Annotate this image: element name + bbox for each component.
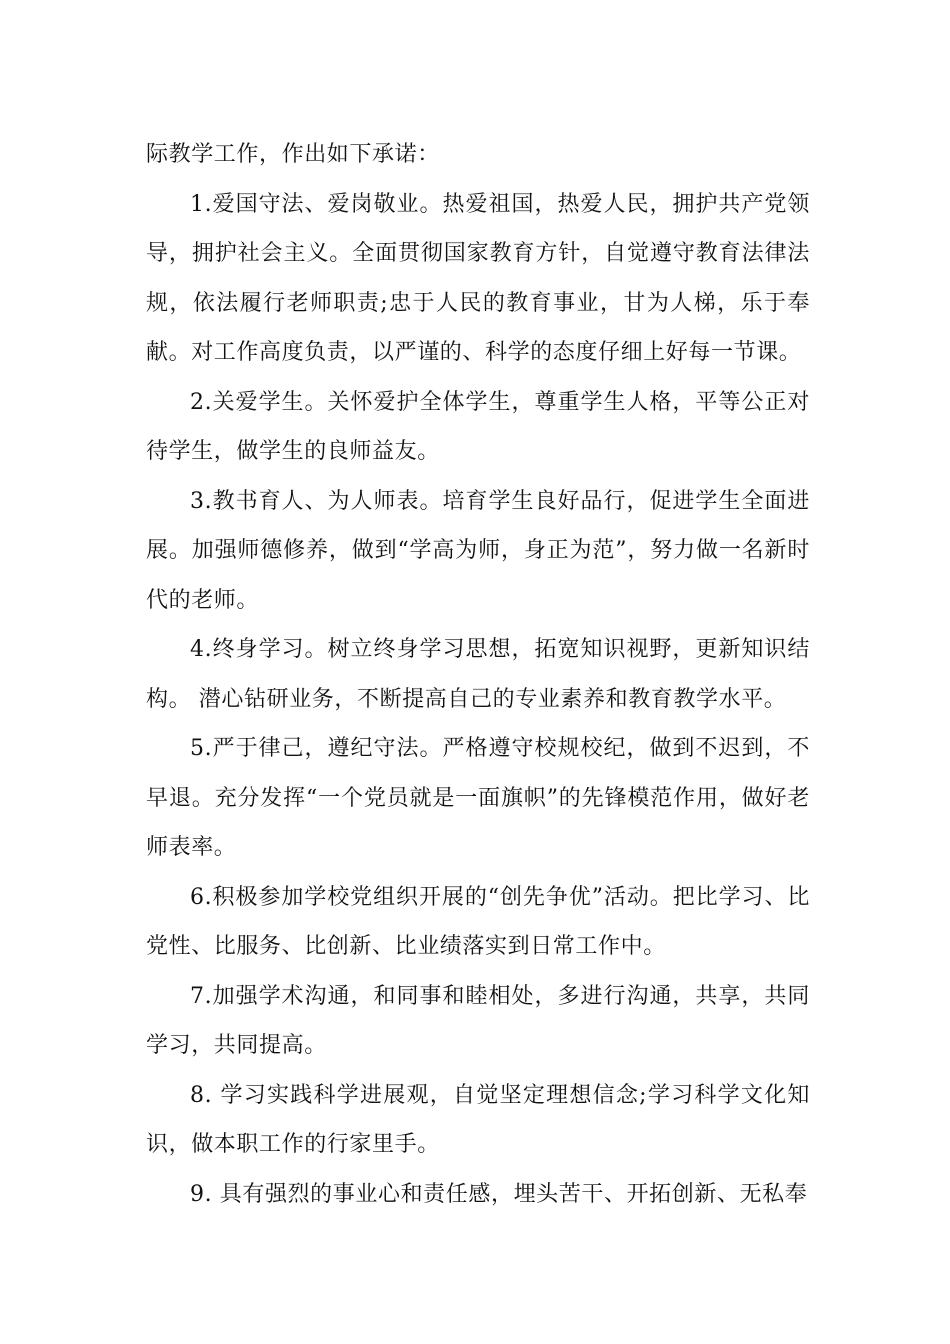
commitment-item-6: 6.积极参加学校党组织开展的“创先争优”活动。把比学习、比党性、比服务、比创新、比业绩落实到日常工作中。 [146,884,810,959]
paragraph-intro-continued: 际教学工作，作出如下承诺： [146,142,440,167]
commitment-item-3: 3.教书育人、为人师表。培育学生良好品行，促进学生全面进展。加强师德修养，做到“学高为师，身正为范”，努力做一名新时代的老师。 [146,488,810,613]
document-body [146,130,810,1219]
commitment-item-7: 7.加强学术沟通，和同事和睦相处，多进行沟通，共享，共同学习，共同提高。 [146,983,810,1058]
commitment-item-9: 9. 具有强烈的事业心和责任感，埋头苦干、开拓创新、无私奉 [190,1181,808,1207]
commitment-item-1: 1.爱国守法、爱岗敬业。热爱祖国，热爱人民，拥护共产党领导，拥护社会主义。全面贯彻国家教育方针，自觉遵守教育法律法规，依法履行老师职责;忠于人民的教育事业，甘为人梯，乐于奉献。对工作高度负责，以严谨的、科学的态度仔细上好每一节课。 [146,191,810,365]
commitment-item-5: 5.严于律己，遵纪守法。严格遵守校规校纪，做到不迟到，不早退。充分发挥“一个党员就是一面旗帜”的先锋模范作用，做好老师表率。 [146,736,810,860]
commitment-item-2: 2.关爱学生。关怀爱护全体学生，尊重学生人格，平等公正对待学生，做学生的良师益友。 [146,389,810,464]
commitment-item-4: 4.终身学习。树立终身学习思想，拓宽知识视野，更新知识结构。 潜心钻研业务，不断提高自己的专业素养和教育教学水平。 [146,637,810,712]
commitment-item-8: 8. 学习实践科学进展观，自觉坚定理想信念;学习科学文化知识，做本职工作的行家里手。 [146,1082,810,1157]
